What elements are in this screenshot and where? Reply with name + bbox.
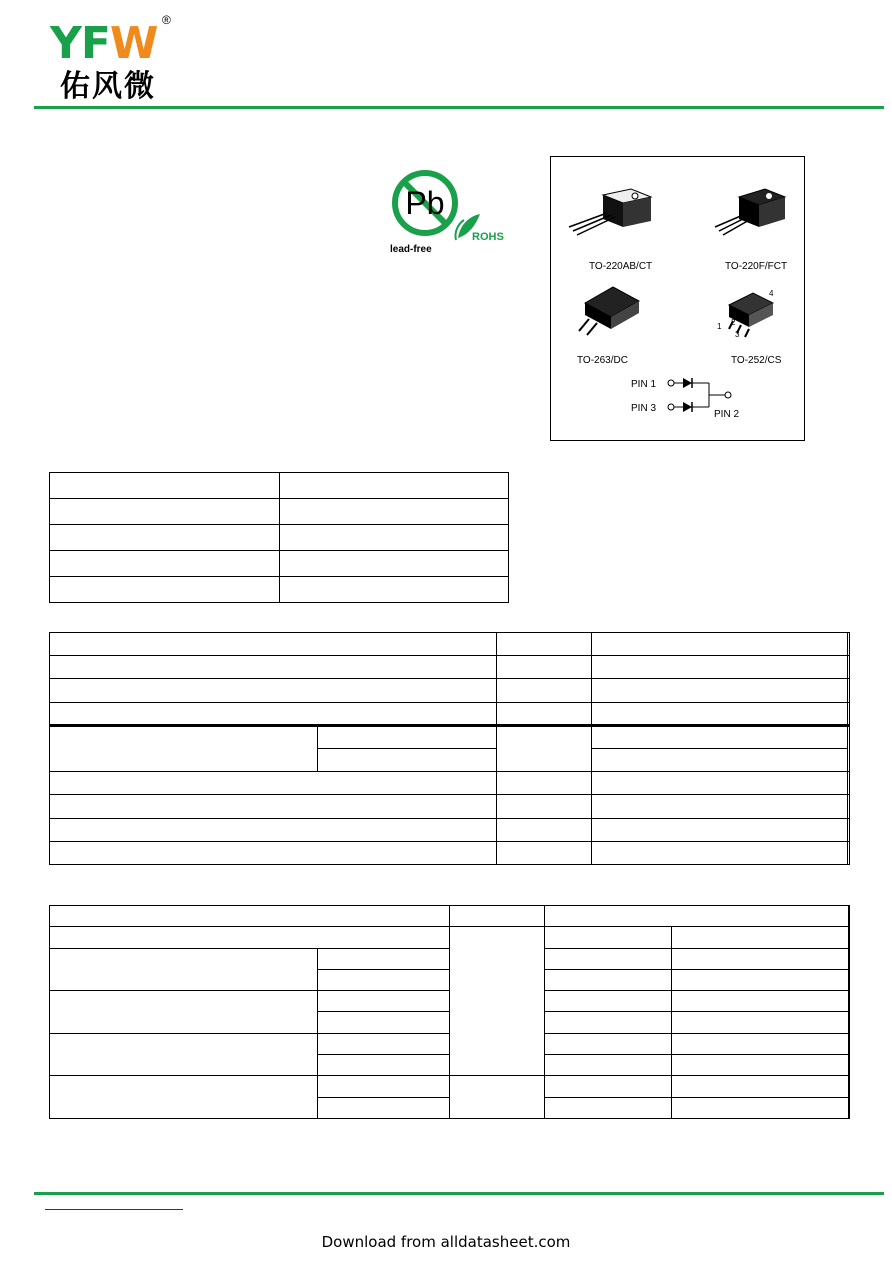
table-cell [50,499,280,525]
to263-package-icon [571,283,651,343]
table-cell [318,991,450,1012]
table-header-cell [545,906,848,927]
table-cell [848,656,850,679]
table-cell [672,969,848,990]
table-cell [848,1076,849,1097]
table-cell [848,795,850,818]
to220f-package-icon [709,187,799,247]
table-cell [318,969,450,990]
header-divider [34,106,884,109]
pin-number-3: 3 [735,330,740,339]
table-header-cell [497,633,592,656]
table-cell [280,577,509,603]
lead-free-label: lead-free [390,244,432,255]
table-cell [592,818,848,841]
table-cell [497,772,592,795]
table-cell [848,818,850,841]
table-cell [280,499,509,525]
table-cell [672,927,848,948]
table-cell [50,551,280,577]
pin1-label: PIN 1 [631,379,657,390]
table-cell [497,818,592,841]
table-cell [50,795,497,818]
package-label: TO-220F/FCT [725,261,788,272]
table-cell [50,818,497,841]
table-cell [545,927,672,948]
table-cell [280,525,509,551]
table-cell [318,1033,450,1054]
package-label: TO-263/DC [577,355,628,366]
table-cell [50,577,280,603]
table-cell [50,725,318,771]
table-cell [50,927,450,948]
table-cell [848,841,850,864]
table-cell [848,679,850,702]
characteristics-table [49,905,850,1119]
to252-package-icon [715,287,791,343]
pin3-label: PIN 3 [631,403,657,414]
table-header-cell [592,633,848,656]
table-cell [672,991,848,1012]
rohs-label: ROHS [472,231,504,243]
table-cell [592,841,848,864]
package-label: TO-220AB/CT [589,261,653,272]
table-cell [592,748,848,771]
table-cell [672,1012,848,1033]
table-cell [497,725,592,771]
table-cell [848,725,850,771]
table-cell [50,702,497,725]
footer-divider [34,1192,884,1195]
table-cell [50,473,280,499]
table-cell [50,1033,318,1076]
table-cell [280,473,509,499]
table-cell [848,772,850,795]
table-header-cell [848,633,850,656]
table-cell [848,1097,849,1118]
table-cell [318,1055,450,1076]
table-cell [318,1097,450,1118]
table-cell [592,772,848,795]
table-cell [592,656,848,679]
pin-number-4: 4 [769,289,774,298]
download-notice: Download from alldatasheet.com [321,1233,571,1251]
table-cell [545,1097,672,1118]
table-cell [497,795,592,818]
table-cell [545,1012,672,1033]
table-cell [545,991,672,1012]
table-cell [545,969,672,990]
package-label: TO-252/CS [731,355,782,366]
brand-letters-main: YF [50,18,110,69]
registered-mark: ® [162,13,171,27]
table-cell [318,948,450,969]
diode-schematic-icon [667,375,735,415]
table-cell [50,841,497,864]
brand-logo [50,18,158,69]
pin2-label: PIN 2 [714,409,740,420]
table-cell [50,1076,318,1119]
table-cell [592,702,848,725]
table-cell [450,1076,545,1119]
brand-chinese-name: 佑风微 [60,69,156,104]
table-cell [318,1076,450,1097]
table-cell [50,679,497,702]
table-cell [848,702,850,725]
table-cell [592,725,848,748]
table-cell [50,772,497,795]
table-header-cell [50,633,497,656]
table-cell [280,551,509,577]
lead-free-rohs-badge [388,166,512,256]
pb-free-icon [388,166,512,256]
table-cell [318,1012,450,1033]
table-cell [450,927,545,1076]
table-cell [50,991,318,1034]
ratings-table [49,632,850,865]
table-cell [545,948,672,969]
table-cell [50,948,318,991]
summary-table [49,472,509,603]
table-cell [545,1076,672,1097]
table-cell [497,702,592,725]
package-outline-box [550,156,805,441]
table-cell [318,725,497,748]
table-cell [848,927,849,1076]
table-cell [672,948,848,969]
table-cell [672,1097,848,1118]
table-cell [50,656,497,679]
table-cell [592,795,848,818]
table-header-cell [848,906,849,927]
table-header-cell [450,906,545,927]
table-cell [545,1033,672,1054]
table-cell [318,748,497,771]
table-cell [672,1076,848,1097]
table-cell [592,679,848,702]
table-cell [497,656,592,679]
table-cell [545,1055,672,1076]
table-cell [50,525,280,551]
to220ab-package-icon [559,187,659,247]
pin-number-1: 1 [717,322,722,331]
table-header-cell [50,906,450,927]
table-cell [497,679,592,702]
brand-letters-accent: W [109,18,158,69]
table-cell [672,1033,848,1054]
pb-symbol: Pb [405,185,445,221]
table-cell [497,841,592,864]
website-link[interactable] [45,1209,183,1210]
pin-number-2: 2 [731,318,736,327]
table-cell [672,1055,848,1076]
